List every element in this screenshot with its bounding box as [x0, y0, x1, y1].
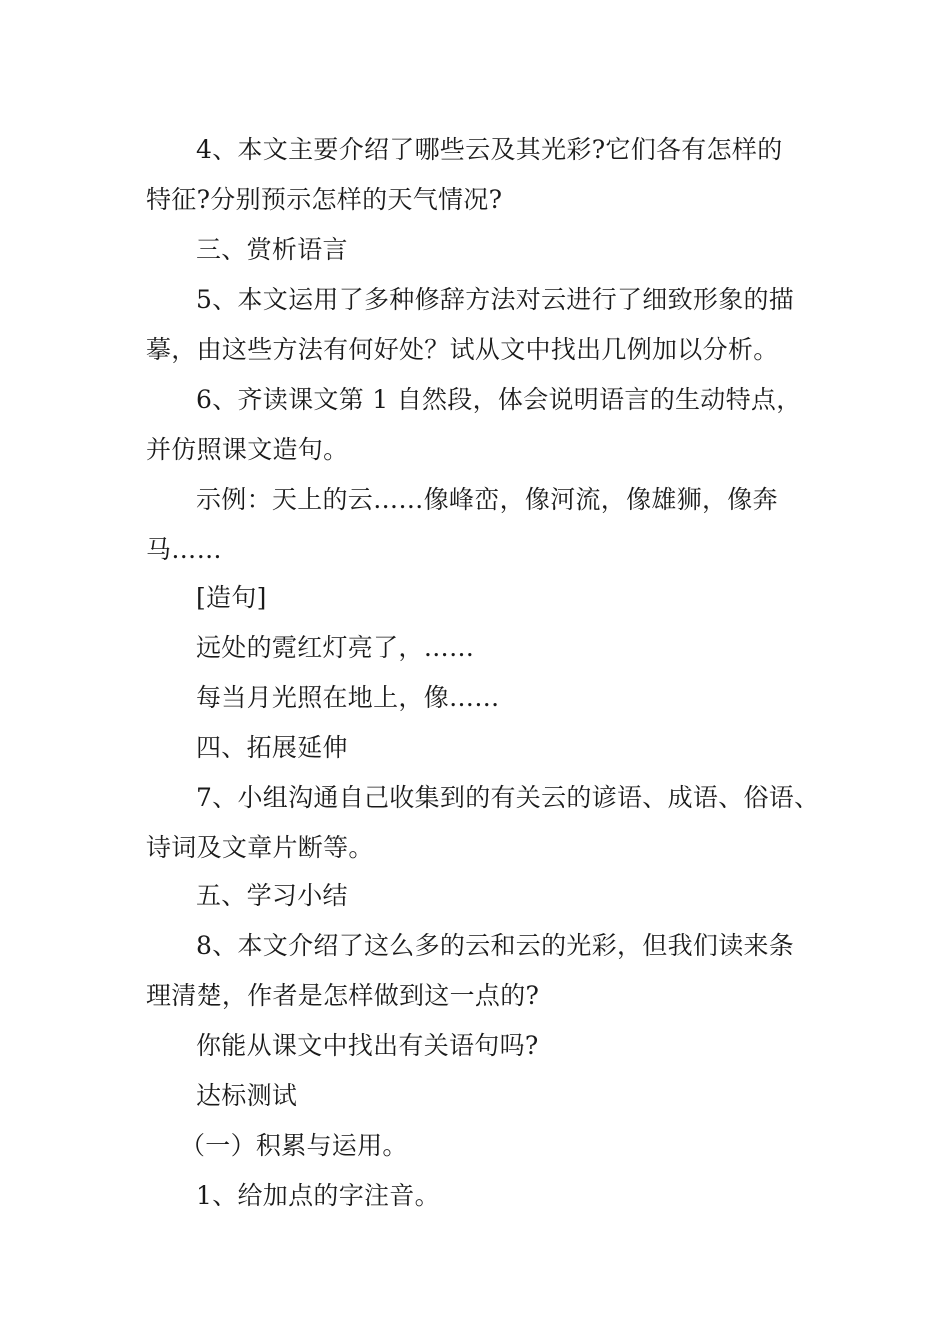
paragraph-line: 7、小组沟通自己收集到的有关云的谚语、成语、俗语、 — [196, 783, 820, 812]
section-heading: 三、赏析语言 — [196, 235, 348, 264]
paragraph-line: 诗词及文章片断等。 — [146, 833, 374, 862]
paragraph-line: 特征?分别预示怎样的天气情况? — [146, 185, 503, 214]
paragraph-line: 理清楚，作者是怎样做到这一点的? — [146, 981, 540, 1010]
paragraph-line: （一）积累与运用。 — [180, 1131, 408, 1160]
paragraph-line: [造句] — [196, 583, 267, 612]
paragraph-line: 8、本文介绍了这么多的云和云的光彩，但我们读来条 — [196, 931, 795, 960]
paragraph-line: 5、本文运用了多种修辞方法对云进行了细致形象的描 — [196, 285, 795, 314]
section-heading: 四、拓展延伸 — [196, 733, 348, 762]
paragraph-line: 6、齐读课文第 1 自然段，体会说明语言的生动特点， — [196, 385, 802, 414]
paragraph-line: 你能从课文中找出有关语句吗? — [196, 1031, 539, 1060]
paragraph-line: 摹，由这些方法有何好处？试从文中找出几例加以分析。 — [146, 335, 779, 364]
paragraph-line: 并仿照课文造句。 — [146, 435, 349, 464]
section-heading: 五、学习小结 — [196, 881, 348, 910]
paragraph-line: 4、本文主要介绍了哪些云及其光彩?它们各有怎样的 — [196, 135, 783, 164]
paragraph-line: 马…… — [146, 535, 222, 564]
section-heading: 达标测试 — [196, 1081, 298, 1110]
paragraph-line: 每当月光照在地上，像…… — [196, 683, 500, 712]
paragraph-line: 1、给加点的字注音。 — [196, 1181, 440, 1210]
paragraph-line: 示例：天上的云……像峰峦，像河流，像雄狮，像奔 — [196, 485, 778, 514]
paragraph-line: 远处的霓红灯亮了，…… — [196, 633, 475, 662]
